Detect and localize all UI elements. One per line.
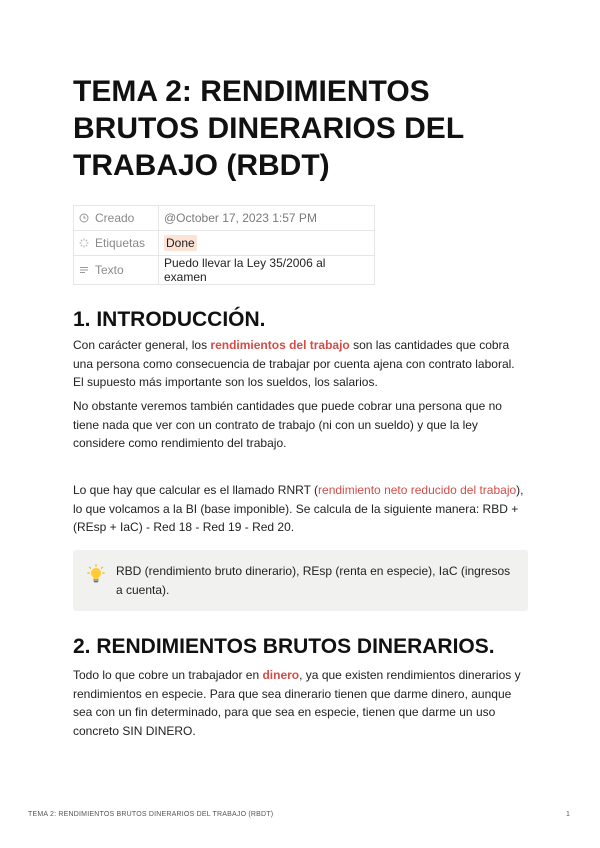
footer-title: TEMA 2: RENDIMIENTOS BRUTOS DINERARIOS DEL TRABAJO (RBDT) <box>28 811 274 818</box>
intro-paragraph-1: Con carácter general, los rendimientos del trabajo son las cantidades que cobra una persona como consecuencia de trabajar por cuenta ajena con contrato laboral. El supuesto más importante son los sueldos, los salarios. <box>73 338 515 389</box>
property-key: Texto <box>74 256 159 285</box>
property-value-text: Puedo llevar la Ley 35/2006 al examen <box>159 256 375 285</box>
highlight-rnrt: rendimiento neto reducido del trabajo <box>318 483 517 497</box>
section-heading-introduccion: 1. INTRODUCCIÓN. <box>73 308 266 331</box>
property-key: Etiquetas <box>74 231 159 256</box>
property-row-text <box>74 256 375 285</box>
property-value-tags <box>159 231 375 256</box>
property-value-created: @October 17, 2023 1:57 PM <box>159 206 375 231</box>
highlight-rendimientos-trabajo: rendimientos del trabajo <box>210 338 350 352</box>
text-lines-icon <box>79 265 89 275</box>
property-row-created <box>74 206 375 231</box>
section2-paragraph-1: Todo lo que cobre un trabajador en dinero, ya que existen rendimientos dinerarios y rendimientos en especie. Para que sea dinerario tienen que darme dinero, aunque sea con un fin determinado, para que sea en especie, tienen que darme un uso concreto SIN DINERO. <box>73 668 521 738</box>
intro-paragraph-2: No obstante veremos también cantidades que puede cobrar una persona que no tiene nada que ver con un contrato de trabajo (ni con un sueldo) y que la ley considere como rendimiento del trabajo. <box>73 399 502 450</box>
intro-paragraph-3: Lo que hay que calcular es el llamado RNRT (rendimiento neto reducido del trabajo), lo que volcamos a la BI (base imponible). Se calcula de la siguiente manera: RBD + (REsp + IaC) - Red 18 - Red 19 - Red 20. <box>73 483 524 534</box>
property-key: Creado <box>74 206 159 231</box>
status-badge: Done <box>166 236 195 250</box>
page-number: 1 <box>566 811 570 818</box>
callout-box <box>73 550 528 611</box>
lightbulb-icon <box>87 564 105 584</box>
properties-table <box>73 205 375 285</box>
page-title: TEMA 2: RENDIMIENTOS BRUTOS DINERARIOS DEL TRABAJO (RBDT) <box>73 75 464 182</box>
section-heading-rendimientos-brutos: 2. RENDIMIENTOS BRUTOS DINERARIOS. <box>73 635 495 658</box>
clock-icon <box>79 213 89 223</box>
callout-text: RBD (rendimiento bruto dinerario), REsp (renta en especie), IaC (ingresos a cuenta). <box>116 564 511 597</box>
tag-loader-icon <box>79 238 89 248</box>
property-row-tags <box>74 231 375 256</box>
highlight-dinero: dinero <box>262 668 300 682</box>
